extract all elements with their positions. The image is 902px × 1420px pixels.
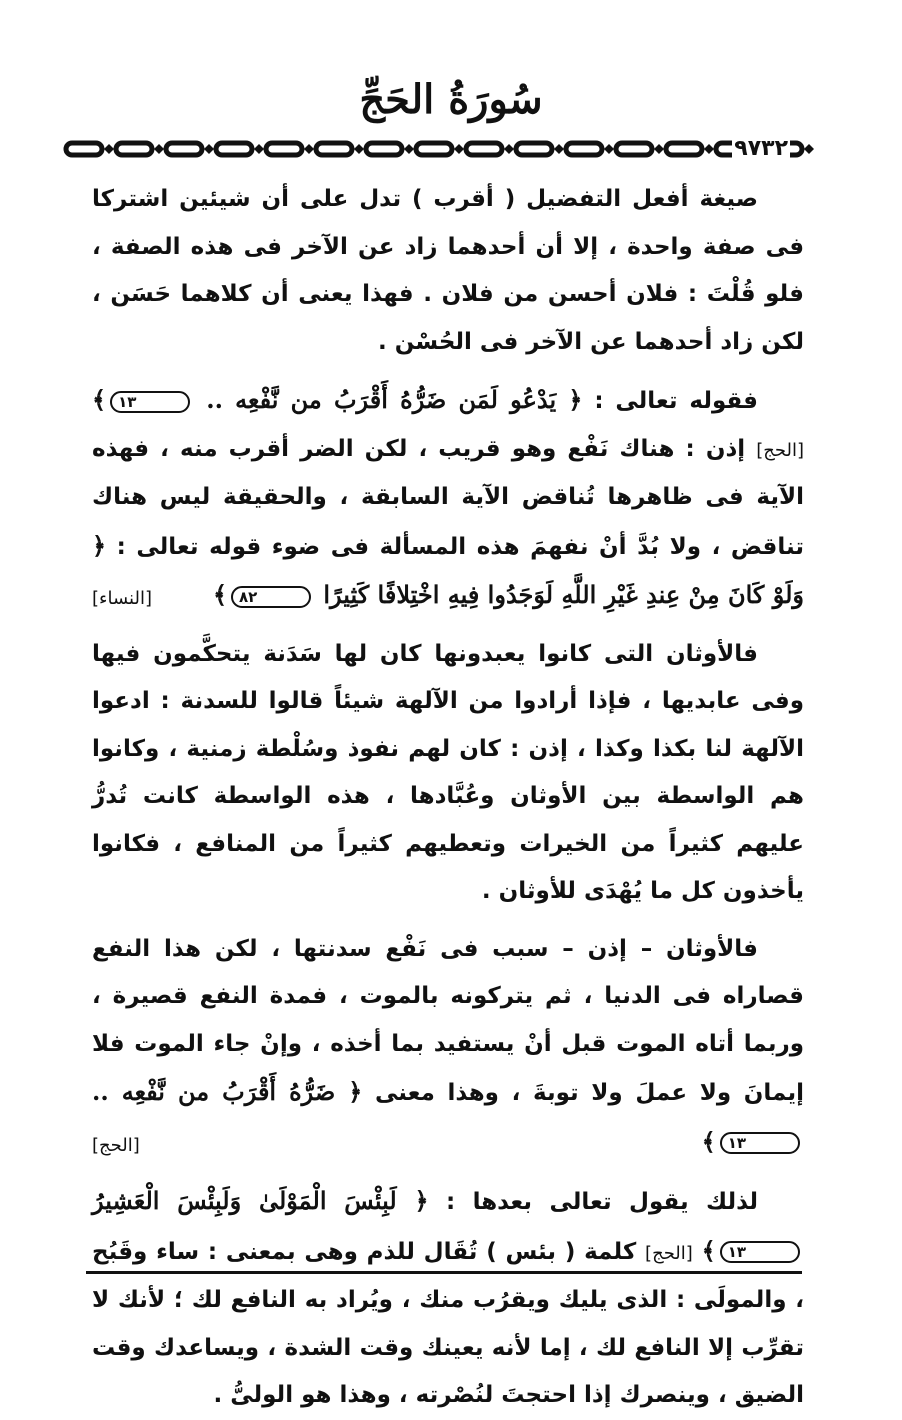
chain-link <box>116 143 152 155</box>
verse-close-bracket: ﴾ <box>701 1235 716 1265</box>
verse-number-badge: ٨٢ <box>231 586 311 608</box>
chain-link <box>666 143 702 155</box>
verse-number-badge: ١٣ <box>110 391 190 413</box>
paragraph-1: صيغة أفعل التفضيل ( أقرب ) تدل على أن شيئين اشتركا فى صفة واحدة ، إلا أن أحدهما زاد عن الآخر فى هذه الصفة ، فلو قُلْتَ : فلان أحسن من فلان . فهذا يعنى أن كلاهما حَسَن ، لكن زاد أحدهما عن الآخر فى الحُسْن . <box>92 186 804 355</box>
chain-diamond <box>554 144 564 154</box>
chain-diamond <box>804 144 814 154</box>
surah-title: سُورَةُ الحَجِّ <box>359 76 543 123</box>
page-body <box>92 176 804 1420</box>
quran-verse: ﴿ وَلَوْ كَانَ مِنْ عِندِ غَيْرِ اللَّهِ لَوَجَدُوا فِيهِ اخْتِلافًا كَثِيرًا <box>92 530 804 609</box>
chain-diamond <box>404 144 414 154</box>
chain-link <box>366 143 402 155</box>
chain-link <box>66 143 102 155</box>
chain-link <box>616 143 652 155</box>
paragraph-2-body: إذن : هناك نَفْع وهو قريب ، لكن الضر أقرب منه ، فهذه الآية فى ظاهرها تُناقض الآية السابقة ، والحقيقة ليس هناك تناقض ، ولا بُدَّ أنْ نفهمَ هذه المسألة فى ضوء قوله تعالى : <box>92 435 804 560</box>
paragraph-4-body: فالأوثان – إذن – سبب فى نَفْع سدنتها ، لكن هذا النفع قصاراه فى الدنيا ، ثم يتركونه بالموت ، فمدة النفع قصيرة ، وربما أتاه الموت قبل أنْ يستفيد بما أخذه ، وإنْ جاء الموت فلا إيمانَ ولا عملَ ولا توبةَ ، وهذا معنى <box>92 935 804 1106</box>
paragraph-2-intro: فقوله تعالى : <box>594 388 758 414</box>
verse-close-bracket: ﴾ <box>92 385 107 414</box>
chain-link <box>316 143 352 155</box>
chain-link <box>466 143 502 155</box>
verse-close-bracket: ﴾ <box>212 580 228 609</box>
quran-verse: ﴿ ضَرُّهُ أَقْرَبُ من نَّفْعِه .. <box>92 1077 363 1106</box>
quran-verse: ﴿ لَبِئْسَ الْمَوْلَىٰ وَلَبِئْسَ الْعَشِيرُ <box>92 1186 429 1215</box>
paragraph-2 <box>92 376 804 621</box>
surah-reference: [الحج] <box>645 1242 693 1264</box>
chain-link <box>166 143 202 155</box>
chain-diamond <box>304 144 314 154</box>
chain-diamond <box>454 144 464 154</box>
footer-rule <box>86 1271 802 1274</box>
verse-close-bracket: ﴾ <box>701 1126 716 1156</box>
chain-diamond <box>154 144 164 154</box>
chain-diamond <box>704 144 714 154</box>
chain-diamond <box>104 144 114 154</box>
chain-link <box>266 143 302 155</box>
paragraph-4 <box>92 926 804 1168</box>
chain-diamond <box>354 144 364 154</box>
chain-link <box>216 143 252 155</box>
chain-ornament-icon <box>62 138 836 160</box>
header-ornament-band <box>62 132 836 166</box>
chain-link <box>566 143 602 155</box>
surah-reference: [النساء] <box>92 588 152 609</box>
chain-link <box>416 143 452 155</box>
paragraph-5-intro: لذلك يقول تعالى بعدها : <box>445 1189 759 1215</box>
surah-reference: [الحج] <box>756 439 804 461</box>
page-number: ٩٧٣٢ <box>732 132 790 166</box>
verse-number-badge: ١٣ <box>720 1241 800 1263</box>
chain-diamond <box>604 144 614 154</box>
chain-diamond <box>204 144 214 154</box>
surah-reference: [الحج] <box>92 1134 140 1156</box>
verse-number-badge: ١٣ <box>720 1132 800 1154</box>
chain-diamond <box>654 144 664 154</box>
paragraph-3: فالأوثان التى كانوا يعبدونها كان لها سَدَنة يتحكَّمون فيها وفى عابديها ، فإذا أرادوا من الآلهة شيئاً قالوا للسدنة : ادعوا الآلهة لنا بكذا وكذا ، إذن : كان لهم نفوذ وسُلْطة زمنية ، وكانوا هم الواسطة بين الأوثان وعُبَّادها ، هذه الواسطة كانت تُدرُّ عليهم كثيراً من الخيرات وتعطيهم كثيراً من المنافع ، فكانوا يأخذون كل ما يُهْدَى للأوثان . <box>92 640 804 904</box>
quran-verse: ﴿ يَدْعُو لَمَن ضَرُّهُ أَقْرَبُ من نَّفْعِه .. <box>206 385 583 414</box>
paragraph-5 <box>92 1177 804 1420</box>
chain-diamond <box>254 144 264 154</box>
chain-link <box>516 143 552 155</box>
paragraph-5-body: كلمة ( بئس ) تُقَال للذم وهى بمعنى : ساء وقَبُح ، والمولَى : الذى يليك ويقرُب منك ، ويُراد به النافع لك ؛ لأنك لا تقرِّب إلا النافع لك ، إما لأنه يعينك وقت الشدة ، ويساعدك وقت الضيق ، وينصرك إذا احتجتَ لنُصْرته ، وهذا هو الولىُّ . <box>92 1238 804 1408</box>
chain-diamond <box>504 144 514 154</box>
